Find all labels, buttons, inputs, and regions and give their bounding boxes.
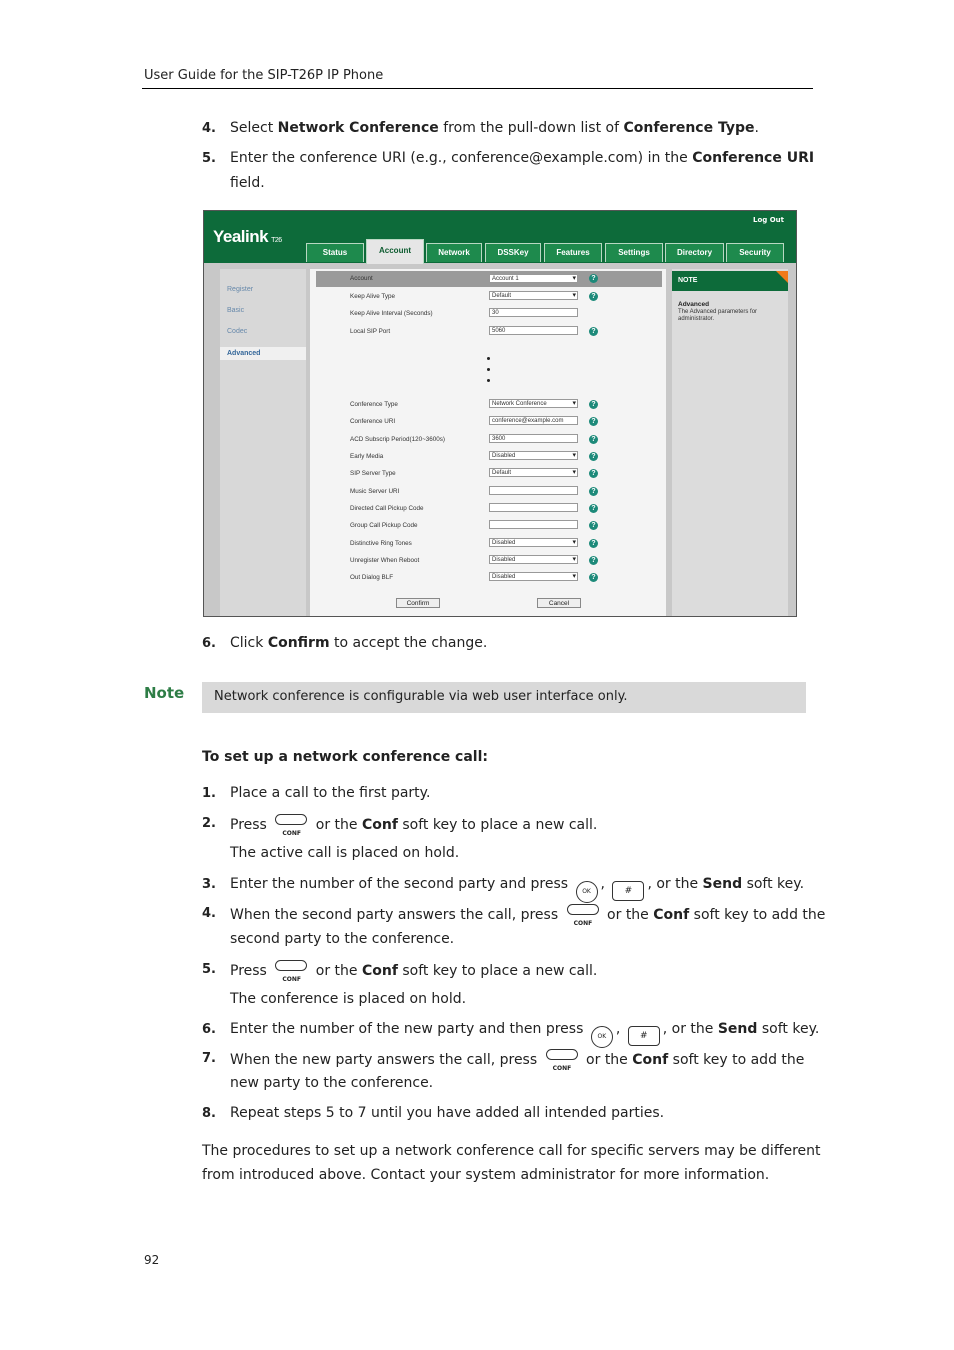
note-description: The Advanced parameters for administrator. xyxy=(678,309,758,322)
step-text: Press CONF or the Conf soft key to place a new call. xyxy=(230,960,597,980)
music-server-uri-input[interactable] xyxy=(489,486,578,495)
note-title: Advanced xyxy=(678,301,710,308)
field-label: Music Server URI xyxy=(350,488,400,495)
page-number: 92 xyxy=(144,1253,160,1267)
distinctive-ring-select[interactable]: Disabled ▾ xyxy=(489,538,578,547)
step-text: Enter the number of the new party and then press OK , # , or the Send soft key. xyxy=(230,1020,819,1048)
step-number: 6. xyxy=(202,636,216,651)
step-text-cont: The conference is placed on hold. xyxy=(230,991,467,1007)
web-ui-screenshot xyxy=(203,210,797,617)
group-pickup-code-input[interactable] xyxy=(489,520,578,529)
field-label: ACD Subscrip Period(120~3600s) xyxy=(350,436,446,443)
step-text-cont: field. xyxy=(230,175,265,191)
tab-features[interactable]: Features xyxy=(544,243,602,262)
help-icon[interactable]: ? xyxy=(589,539,598,548)
conf-key-icon: CONF xyxy=(545,1049,579,1067)
account-select[interactable]: Account 1 ▾ xyxy=(489,274,578,283)
sidebar-item-basic[interactable]: Basic xyxy=(227,307,245,314)
section-title: To set up a network conference call: xyxy=(202,749,489,765)
tab-settings[interactable]: Settings xyxy=(605,243,663,262)
help-icon[interactable]: ? xyxy=(589,327,598,336)
field-label: Out Dialog BLF xyxy=(350,574,394,581)
field-label: Keep Alive Interval (Seconds) xyxy=(350,310,433,317)
step-text: Enter the conference URI (e.g., conference@example.com) in the Conference URI xyxy=(230,150,815,166)
help-icon[interactable]: ? xyxy=(589,274,598,283)
sidebar-item-codec[interactable]: Codec xyxy=(227,328,248,335)
keep-alive-type-select[interactable]: Default ▾ xyxy=(489,291,578,300)
sidebar-item-register[interactable]: Register xyxy=(227,286,254,293)
sidebar-item-advanced[interactable]: Advanced xyxy=(220,347,306,360)
tab-network[interactable]: Network xyxy=(426,243,482,262)
local-sip-port-input[interactable]: 5060 xyxy=(489,326,578,335)
conf-key-icon: CONF xyxy=(274,814,308,832)
keep-alive-interval-input[interactable]: 30 xyxy=(489,308,578,317)
step-number: 1. xyxy=(202,786,216,801)
note-text: Network conference is configurable via web user interface only. xyxy=(214,689,628,704)
help-icon[interactable]: ? xyxy=(589,521,598,530)
step-text-cont: new party to the conference. xyxy=(230,1075,434,1091)
tab-security[interactable]: Security xyxy=(726,243,784,262)
early-media-select[interactable]: Disabled ▾ xyxy=(489,451,578,460)
step-text: Place a call to the first party. xyxy=(230,785,431,801)
step-number: 7. xyxy=(202,1051,216,1066)
step-text: When the new party answers the call, press CONF or the Conf soft key to add the xyxy=(230,1049,804,1069)
ok-key-icon: OK xyxy=(591,1026,613,1048)
closing-paragraph-line: from introduced above. Contact your system administrator for more information. xyxy=(202,1167,770,1183)
step-number: 5. xyxy=(202,151,216,166)
step-text-cont: The active call is placed on hold. xyxy=(230,845,460,861)
step-text-cont: second party to the conference. xyxy=(230,931,455,947)
help-icon[interactable]: ? xyxy=(589,556,598,565)
ellipsis-dot xyxy=(487,379,490,382)
field-label: Keep Alive Type xyxy=(350,293,396,300)
ok-key-icon: OK xyxy=(576,881,598,903)
conference-type-select[interactable]: Network Conference ▾ xyxy=(489,399,578,408)
closing-paragraph-line: The procedures to set up a network conference call for specific servers may be different xyxy=(202,1143,821,1159)
help-icon[interactable]: ? xyxy=(589,573,598,582)
step-text: Click Confirm to accept the change. xyxy=(230,635,488,651)
ellipsis-dot xyxy=(487,368,490,371)
conf-key-icon: CONF xyxy=(274,960,308,978)
note-box xyxy=(202,682,806,713)
step-text: Select Network Conference from the pull-down list of Conference Type. xyxy=(230,120,759,136)
help-icon[interactable]: ? xyxy=(589,469,598,478)
ellipsis-dot xyxy=(487,357,490,360)
field-label: Distinctive Ring Tones xyxy=(350,540,412,547)
help-icon[interactable]: ? xyxy=(589,452,598,461)
acd-subscribe-period-input[interactable]: 3600 xyxy=(489,434,578,443)
sidebar xyxy=(220,269,306,616)
step-number: 8. xyxy=(202,1106,216,1121)
field-label: Directed Call Pickup Code xyxy=(350,505,424,512)
tab-dsskey[interactable]: DSSKey xyxy=(485,243,541,262)
note-heading: NOTE xyxy=(672,271,788,291)
out-dialog-blf-select[interactable]: Disabled ▾ xyxy=(489,572,578,581)
directed-pickup-code-input[interactable] xyxy=(489,503,578,512)
field-label: Local SIP Port xyxy=(350,328,391,335)
step-number: 6. xyxy=(202,1022,216,1037)
tab-directory[interactable]: Directory xyxy=(665,243,724,262)
help-icon[interactable]: ? xyxy=(589,400,598,409)
field-label: Group Call Pickup Code xyxy=(350,522,418,529)
confirm-button[interactable]: Confirm xyxy=(396,598,440,608)
running-header: User Guide for the SIP-T26P IP Phone xyxy=(144,68,384,83)
tab-account[interactable]: Account xyxy=(366,239,424,264)
unregister-reboot-select[interactable]: Disabled ▾ xyxy=(489,555,578,564)
note-label: Note xyxy=(144,684,185,702)
field-label: SIP Server Type xyxy=(350,470,396,477)
yealink-logo: Yealink T26 xyxy=(213,227,282,246)
help-icon[interactable]: ? xyxy=(589,504,598,513)
conference-uri-input[interactable]: conference@example.com xyxy=(489,416,578,425)
field-label: Early Media xyxy=(350,453,384,460)
step-number: 2. xyxy=(202,816,216,831)
field-label: Account xyxy=(350,275,373,282)
cancel-button[interactable]: Cancel xyxy=(537,598,581,608)
field-label: Unregister When Reboot xyxy=(350,557,420,564)
step-number: 4. xyxy=(202,121,216,136)
step-number: 5. xyxy=(202,962,216,977)
help-icon[interactable]: ? xyxy=(589,487,598,496)
step-number: 4. xyxy=(202,906,216,921)
help-icon[interactable]: ? xyxy=(589,292,598,301)
field-label: Conference Type xyxy=(350,401,398,408)
step-text: Repeat steps 5 to 7 until you have added all intended parties. xyxy=(230,1105,665,1121)
send-key-icon: # xyxy=(612,881,644,901)
conf-key-icon: CONF xyxy=(566,904,600,922)
help-icon[interactable]: ? xyxy=(589,435,598,444)
header-rule xyxy=(142,88,813,89)
help-icon[interactable]: ? xyxy=(589,417,598,426)
step-text: When the second party answers the call, press CONF or the Conf soft key to add the xyxy=(230,904,825,924)
sip-server-type-select[interactable]: Default ▾ xyxy=(489,468,578,477)
send-key-icon: # xyxy=(628,1026,660,1046)
step-number: 3. xyxy=(202,877,216,892)
field-label: Conference URI xyxy=(350,418,396,425)
logout-link[interactable]: Log Out xyxy=(753,216,784,224)
tab-status[interactable]: Status xyxy=(306,243,364,262)
step-text: Enter the number of the second party and press OK , # , or the Send soft key. xyxy=(230,875,804,903)
step-text: Press CONF or the Conf soft key to place a new call. xyxy=(230,814,597,834)
note-corner-flag xyxy=(776,271,788,283)
